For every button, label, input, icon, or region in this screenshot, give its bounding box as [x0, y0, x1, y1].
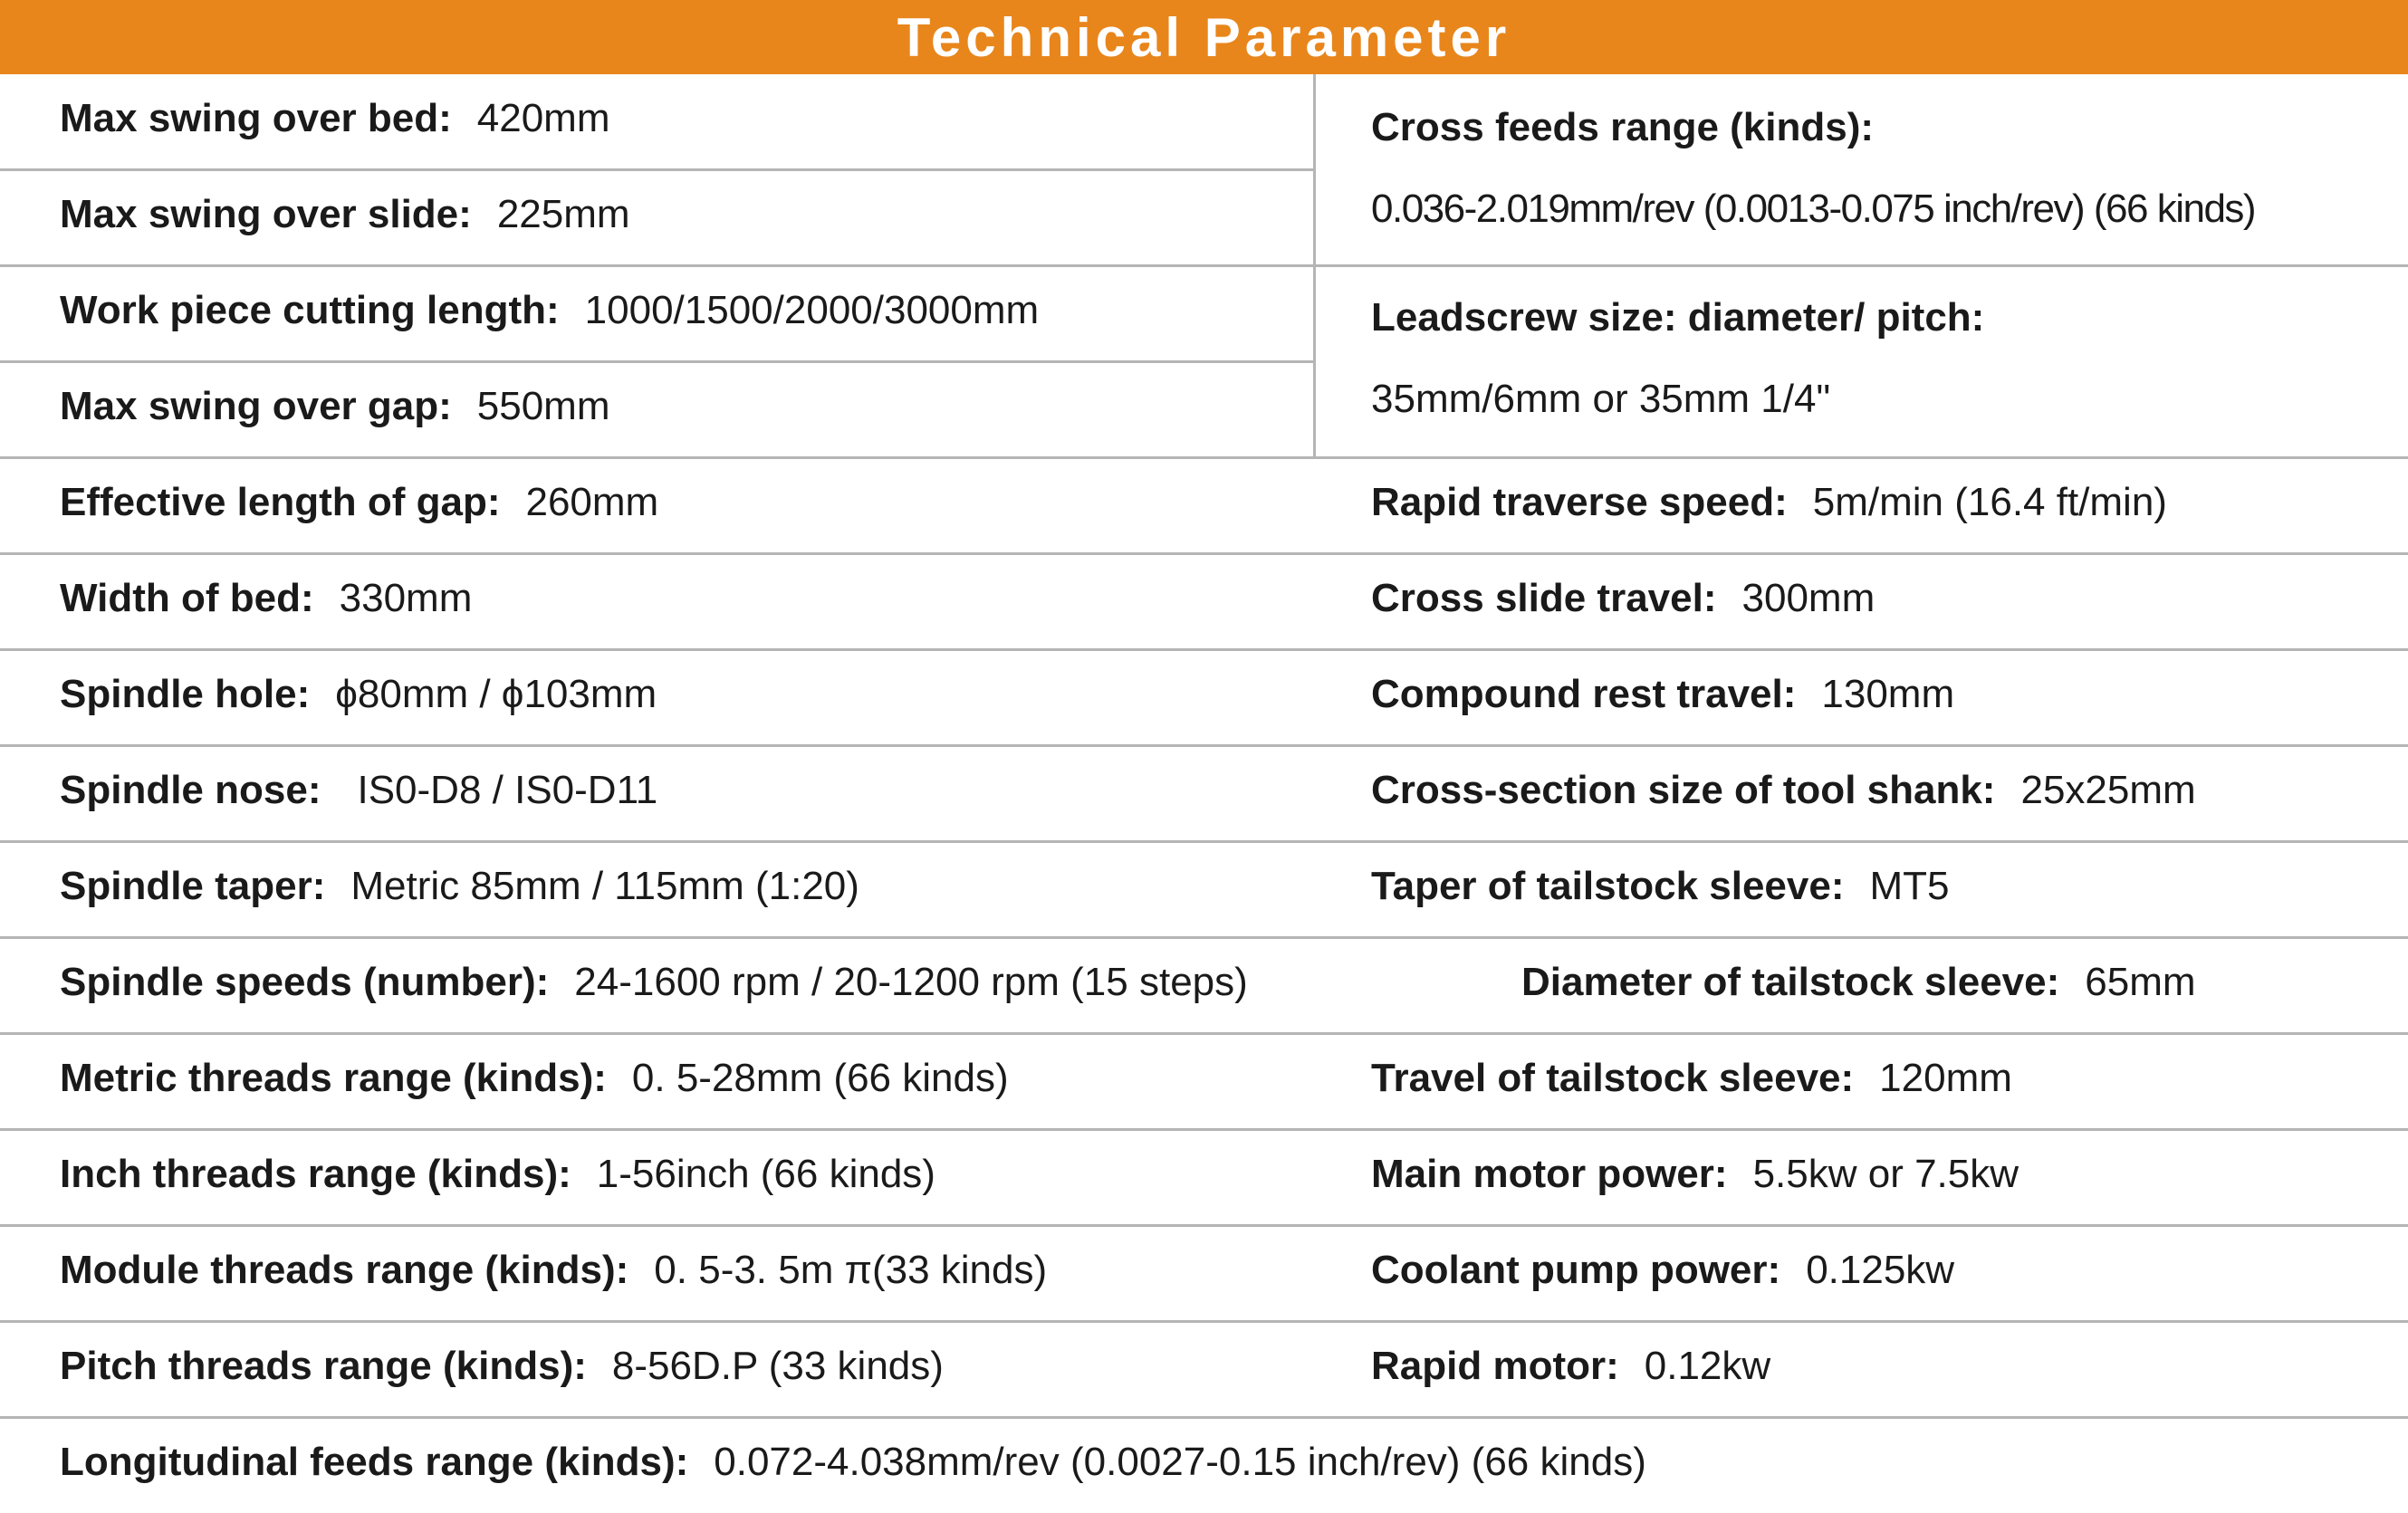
divider — [0, 1128, 2408, 1131]
param-label: Inch threads range (kinds): — [60, 1152, 571, 1196]
divider — [0, 840, 2408, 843]
param-value: 8-56D.P (33 kinds) — [611, 1344, 944, 1388]
param-value: 24-1600 rpm / 20-1200 rpm (15 steps) — [574, 960, 1248, 1004]
param-value: 120mm — [1879, 1056, 2012, 1100]
param-value: 0.12kw — [1644, 1344, 1771, 1388]
divider — [0, 1032, 2408, 1035]
divider — [0, 168, 1313, 171]
page-title: Technical Parameter — [897, 6, 1511, 68]
param-value: IS0-D8 / IS0-D11 — [357, 768, 658, 812]
divider — [0, 1224, 2408, 1227]
param-label: Max swing over gap: — [60, 384, 452, 428]
param-value: Metric 85mm / 115mm (1:20) — [350, 864, 859, 908]
param-label: Max swing over bed: — [60, 96, 452, 140]
param-label: Spindle hole: — [60, 672, 311, 716]
param-value: 5.5kw or 7.5kw — [1752, 1152, 2019, 1196]
param-label: Taper of tailstock sleeve: — [1371, 864, 1845, 908]
divider — [0, 936, 2408, 939]
param-label: Module threads range (kinds): — [60, 1248, 629, 1292]
param-label-leadscrew-size: Leadscrew size: diameter/ pitch: — [1371, 295, 1985, 340]
param-value: 550mm — [476, 384, 610, 428]
param-label: Spindle nose: — [60, 768, 321, 812]
param-value-cross-feeds-range: 0.036-2.019mm/rev (0.0013-0.075 inch/rev) (66 kinds) — [1371, 187, 2256, 231]
param-rapid-motor — [1371, 1344, 1770, 1389]
param-value: 260mm — [525, 480, 659, 524]
divider — [0, 264, 2408, 267]
param-value: ϕ80mm / ϕ103mm — [335, 672, 657, 716]
param-value: 225mm — [496, 192, 630, 236]
param-value: 0.072-4.038mm/rev (0.0027-0.15 inch/rev) (66 kinds) — [714, 1440, 1646, 1484]
param-label: Cross-section size of tool shank: — [1371, 768, 1996, 812]
param-label: Rapid motor: — [1371, 1344, 1619, 1388]
divider — [0, 744, 2408, 747]
param-spindle-nose — [60, 768, 657, 813]
param-label: Compound rest travel: — [1371, 672, 1797, 716]
param-label: Width of bed: — [60, 576, 314, 620]
param-travel-of-tailstock-sleeve — [1371, 1056, 2012, 1101]
param-effective-length-of-gap — [60, 480, 658, 525]
param-label-cross-feeds-range: Cross feeds range (kinds): — [1371, 105, 1875, 149]
param-spindle-hole — [60, 672, 657, 717]
param-rapid-traverse-speed — [1371, 480, 2167, 525]
param-value: 5m/min (16.4 ft/min) — [1812, 480, 2167, 524]
param-label: Cross slide travel: — [1371, 576, 1717, 620]
param-label: Spindle taper: — [60, 864, 326, 908]
param-label: Longitudinal feeds range (kinds): — [60, 1440, 689, 1484]
param-module-threads-range — [60, 1248, 1047, 1293]
param-value: 25x25mm — [2020, 768, 2196, 812]
param-label: Pitch threads range (kinds): — [60, 1344, 587, 1388]
param-value: 420mm — [476, 96, 610, 140]
divider — [0, 456, 2408, 459]
param-value-leadscrew-size: 35mm/6mm or 35mm 1/4" — [1371, 377, 1831, 421]
param-work-piece-cutting-length — [60, 288, 1039, 333]
divider — [0, 1320, 2408, 1323]
param-max-swing-over-gap — [60, 384, 609, 429]
param-value: MT5 — [1869, 864, 1950, 908]
param-value: 1000/1500/2000/3000mm — [584, 288, 1040, 332]
divider — [0, 648, 2408, 651]
param-label: Effective length of gap: — [60, 480, 501, 524]
param-main-motor-power — [1371, 1152, 2019, 1197]
param-value: 0. 5-28mm (66 kinds) — [631, 1056, 1009, 1100]
param-diameter-of-tailstock-sleeve — [1521, 960, 2196, 1005]
param-width-of-bed — [60, 576, 472, 621]
param-longitudinal-feeds-range — [60, 1440, 1646, 1485]
param-label: Rapid traverse speed: — [1371, 480, 1788, 524]
param-label: Max swing over slide: — [60, 192, 472, 236]
param-taper-of-tailstock-sleeve — [1371, 864, 1950, 909]
divider — [0, 360, 1313, 363]
param-label: Spindle speeds (number): — [60, 960, 550, 1004]
param-coolant-pump-power — [1371, 1248, 1954, 1293]
param-metric-threads-range — [60, 1056, 1009, 1101]
param-value: 0. 5-3. 5m π(33 kinds) — [654, 1248, 1048, 1292]
param-max-swing-over-bed — [60, 96, 609, 141]
param-value: 130mm — [1821, 672, 1955, 716]
param-label: Metric threads range (kinds): — [60, 1056, 607, 1100]
param-label: Main motor power: — [1371, 1152, 1728, 1196]
param-value: 330mm — [339, 576, 473, 620]
param-pitch-threads-range — [60, 1344, 944, 1389]
param-inch-threads-range — [60, 1152, 935, 1197]
param-label: Work piece cutting length: — [60, 288, 560, 332]
divider — [0, 1416, 2408, 1419]
param-cross-slide-travel — [1371, 576, 1875, 621]
param-label: Coolant pump power: — [1371, 1248, 1781, 1292]
param-value: 0.125kw — [1806, 1248, 1955, 1292]
column-divider — [1313, 74, 1316, 458]
header-banner — [0, 0, 2408, 74]
param-value: 300mm — [1741, 576, 1876, 620]
param-value: 1-56inch (66 kinds) — [596, 1152, 935, 1196]
param-compound-rest-travel — [1371, 672, 1954, 717]
divider — [0, 552, 2408, 555]
param-spindle-taper — [60, 864, 859, 909]
param-label: Travel of tailstock sleeve: — [1371, 1056, 1855, 1100]
param-max-swing-over-slide — [60, 192, 630, 237]
param-spindle-speeds — [60, 960, 1248, 1005]
param-cross-section-size-of-tool-shank — [1371, 768, 2196, 813]
param-label: Diameter of tailstock sleeve: — [1521, 960, 2060, 1004]
param-value: 65mm — [2085, 960, 2196, 1004]
